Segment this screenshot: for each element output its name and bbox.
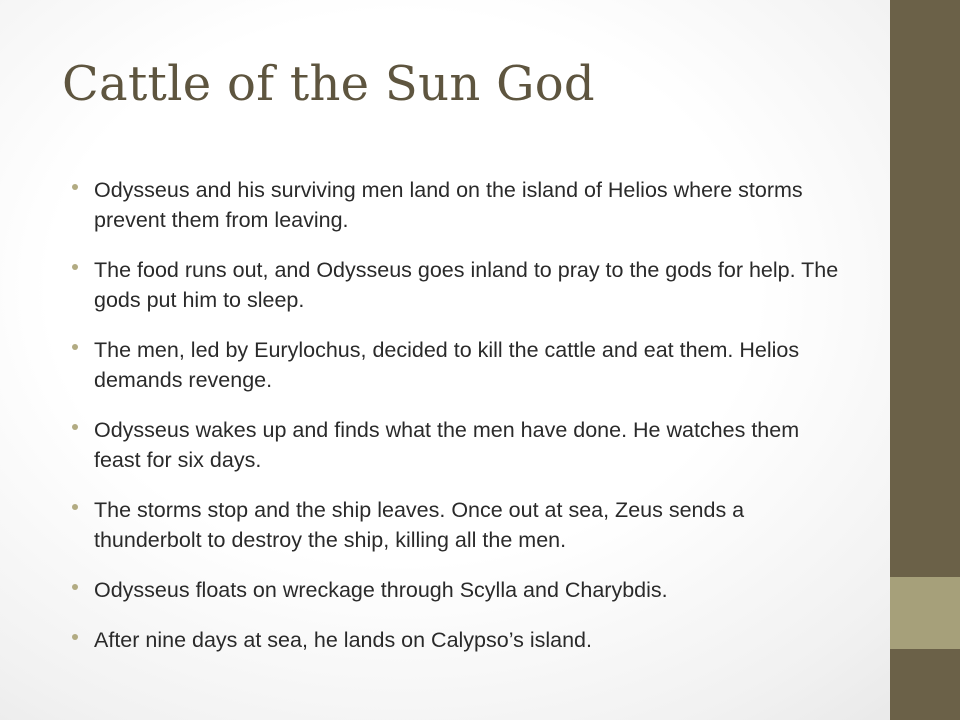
bullet-dot-icon (72, 264, 78, 270)
bullet-text: Odysseus and his surviving men land on the island of Helios where storms prevent them from leaving. (94, 178, 803, 232)
bullet-item (70, 625, 850, 655)
bullet-dot-icon (72, 504, 78, 510)
bullet-text: The men, led by Eurylochus, decided to kill the cattle and eat them. Helios demands revenge. (94, 338, 800, 392)
bullet-item (70, 255, 850, 315)
bullet-dot-icon (72, 584, 78, 590)
bullet-dot-icon (72, 184, 78, 190)
bullet-dot-icon (72, 344, 78, 350)
bullet-dot-icon (72, 424, 78, 430)
bullet-text: Odysseus wakes up and finds what the men have done. He watches them feast for six days. (94, 418, 800, 472)
sidebar-accent-block (890, 577, 960, 649)
bullet-item (70, 575, 850, 605)
bullet-dot-icon (72, 634, 78, 640)
bullet-item (70, 335, 850, 395)
bullet-text: Odysseus floats on wreckage through Scylla and Charybdis. (94, 578, 668, 602)
slide-title: Cattle of the Sun God (62, 56, 595, 112)
bullet-item (70, 495, 850, 555)
bullet-item (70, 415, 850, 475)
bullet-text: The storms stop and the ship leaves. Once out at sea, Zeus sends a thunderbolt to destroy the ship, killing all the men. (94, 498, 745, 552)
bullet-item (70, 175, 850, 235)
bullet-text: The food runs out, and Odysseus goes inland to pray to the gods for help. The gods put him to sleep. (94, 258, 839, 312)
bullet-list (70, 175, 850, 675)
bullet-text: After nine days at sea, he lands on Calypso’s island. (94, 628, 592, 652)
